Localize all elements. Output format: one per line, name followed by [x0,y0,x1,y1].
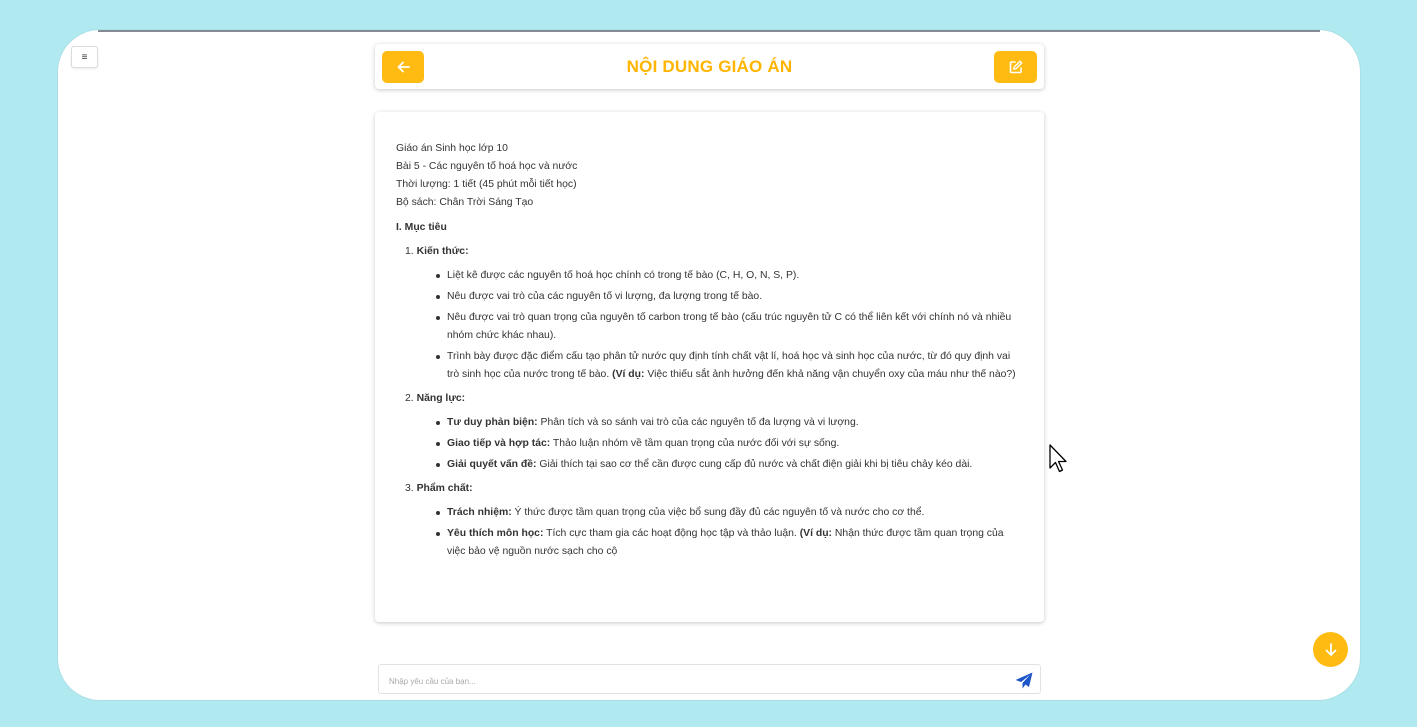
app-window [58,30,1360,700]
list-item [447,435,1023,453]
list-number: 2. [405,393,414,404]
send-icon [1015,672,1033,689]
subsection-title: Năng lực: [416,393,466,404]
item-text: Thảo luận nhóm về tầm quan trọng của nước đối với sự sống. [550,438,840,449]
window-top-edge [98,30,1320,32]
send-button[interactable] [1014,670,1034,690]
page-title: NỘI DUNG GIÁO ÁN [626,57,793,76]
example-label: (Ví dụ: [799,528,833,539]
item-text: Tích cực tham gia các hoạt động học tập và thảo luận. [543,528,800,539]
item-label: Trách nhiệm: [447,507,512,518]
intro-line: Bộ sách: Chân Trời Sáng Tạo [396,197,534,208]
list-item [447,525,1023,561]
list-item [447,456,1023,474]
item-text: Giải thích tại sao cơ thể cần được cung cấp đủ nước và chất điện giải khi bị tiêu chảy kéo dài. [536,459,973,470]
arrow-down-icon [1325,643,1337,657]
list-item [447,348,1023,384]
arrow-left-icon [397,61,410,73]
lesson-intro [396,140,1023,212]
item-label: Giải quyết vấn đề: [447,459,537,470]
list-item: Nêu được vai trò quan trọng của nguyên tố carbon trong tế bào (cấu trúc nguyên tử C có thể liên kết với chính nó và nhiều nhóm chức khác nhau). [447,309,1023,345]
item-label: Yêu thích môn học: [447,528,544,539]
objective-knowledge [405,243,1023,384]
item-text: Ý thức được tầm quan trọng của việc bổ sung đầy đủ các nguyên tố và nước cho cơ thể. [511,507,925,518]
list-number: 3. [405,483,414,494]
intro-line: Giáo án Sinh học lớp 10 [396,143,508,154]
lesson-content-card [375,112,1044,622]
hamburger-icon: ≡ [81,51,88,63]
knowledge-points [405,267,1023,384]
scroll-down-button[interactable] [1313,632,1348,667]
intro-line: Bài 5 - Các nguyên tố hoá học và nước [396,161,578,172]
mouse-cursor-icon [1048,444,1068,474]
page-header [375,44,1044,89]
item-label: Tư duy phản biện: [447,417,538,428]
prompt-input-bar [378,664,1041,694]
example-label: (Ví dụ: [612,369,645,380]
quality-points [405,504,1023,561]
list-item [447,504,1023,522]
competency-points [405,414,1023,474]
intro-line: Thời lượng: 1 tiết (45 phút mỗi tiết học) [396,179,577,190]
list-item: Nêu được vai trò của các nguyên tố vi lượng, đa lượng trong tế bào. [447,288,1023,306]
subsection-title: Phẩm chất: [416,483,473,494]
objectives-list [396,243,1023,561]
list-item: Liệt kê được các nguyên tố hoá học chính có trong tế bào (C, H, O, N, S, P). [447,267,1023,285]
subsection-title: Kiến thức: [416,246,469,257]
example-text: Việc thiếu sắt ảnh hưởng đến khả năng vận chuyển oxy của máu như thế nào?) [644,369,1016,380]
list-item [447,414,1023,432]
example-text: Nhận thức được tầm quan trọng của việc bảo vệ nguồn nước sạch cho cộ [447,528,1004,557]
prompt-input[interactable] [387,672,991,690]
item-text: Phân tích và so sánh vai trò của các nguyên tố đa lượng và vi lượng. [537,417,859,428]
objective-quality [405,480,1023,561]
section-title: I. Mục tiêu [396,222,447,233]
item-label: Giao tiếp và hợp tác: [447,438,551,449]
list-number: 1. [405,246,414,257]
edit-icon [1009,60,1023,74]
list-item-text: Trình bày được đặc điểm cấu tạo phân tử nước quy định tính chất vật lí, hoá học và sinh học của nước, từ đó quy định vai trò sinh học của nước trong tế bào. [447,351,1011,380]
edit-button[interactable] [994,51,1037,83]
objective-competency [405,390,1023,474]
menu-toggle-button[interactable] [71,46,98,68]
back-button[interactable] [382,51,424,83]
